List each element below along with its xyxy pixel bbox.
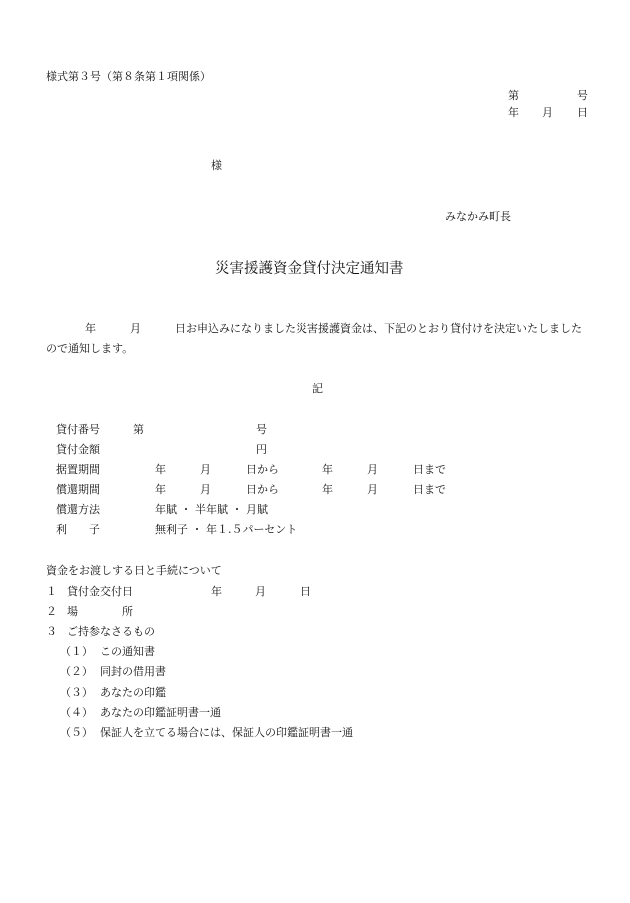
item1-month: 月 [255,585,266,598]
deferral-from: 日から [246,463,279,476]
loan-amount-label: 貸付金額 [56,443,100,456]
repayment-to: 日まで [413,483,446,496]
date-year: 年 [508,106,519,119]
deferral-year: 年 [155,463,166,476]
sub-item-number: （３） [60,686,93,699]
repayment-month2: 月 [367,483,378,496]
item1-label: 貸付金交付日 [67,585,133,598]
item1-number: １ [46,585,57,598]
interest-label: 利 子 [56,523,100,536]
doc-number-suffix: 号 [577,89,588,102]
date-month: 月 [542,106,553,119]
body-year: 年 [85,322,96,335]
sub-item-text: あなたの印鑑証明書一通 [100,706,221,719]
deferral-to: 日まで [413,463,446,476]
loan-number-suffix: 号 [256,423,267,436]
repayment-year2: 年 [322,483,333,496]
repayment-from: 日から [246,483,279,496]
form-number: 様式第３号（第８条第１項関係） [46,70,211,83]
loan-amount-unit: 円 [256,443,267,456]
sub-item-text: あなたの印鑑 [100,686,166,699]
addressee-suffix: 様 [211,159,222,172]
interest-value: 無利子 ・ 年１.５パーセント [155,523,298,536]
sub-item-number: （５） [60,726,93,739]
item1-year: 年 [211,585,222,598]
sub-item-text: 同封の借用書 [100,665,166,678]
item3-label: ご持参なさるもの [67,625,155,638]
sub-item-number: （１） [60,645,93,658]
body-line2: ので通知します。 [46,342,134,355]
deferral-label: 据置期間 [56,463,100,476]
item2-label: 場 所 [67,605,133,618]
deferral-year2: 年 [322,463,333,476]
method-value: 年賦 ・ 半年賦 ・ 月賦 [155,503,268,516]
sub-item-text: 保証人を立てる場合には、保証人の印鑑証明書一通 [100,726,353,739]
item1-day: 日 [300,585,311,598]
doc-number-prefix: 第 [508,89,519,102]
item2-number: ２ [46,605,57,618]
repayment-month: 月 [200,483,211,496]
item3-number: ３ [46,625,57,638]
repayment-label: 償還期間 [56,483,100,496]
sub-item-number: （２） [60,665,93,678]
deferral-month: 月 [200,463,211,476]
sub-item-number: （４） [60,706,93,719]
ki-mark: 記 [312,382,323,395]
loan-number-label: 貸付番号 [56,423,100,436]
method-label: 償還方法 [56,503,100,516]
date-day: 日 [577,106,588,119]
repayment-year: 年 [155,483,166,496]
body-line1: 日お申込みになりました災害援護資金は、下記のとおり貸付けを決定いたしました [175,322,582,335]
loan-number-prefix: 第 [133,423,144,436]
body-month: 月 [130,322,141,335]
procedure-heading: 資金をお渡しする日と手続について [46,564,222,577]
deferral-month2: 月 [367,463,378,476]
document-title: 災害援護資金貸付決定通知書 [215,261,404,277]
sub-item-text: この通知書 [100,645,155,658]
issuer: みなかみ町長 [445,210,511,223]
